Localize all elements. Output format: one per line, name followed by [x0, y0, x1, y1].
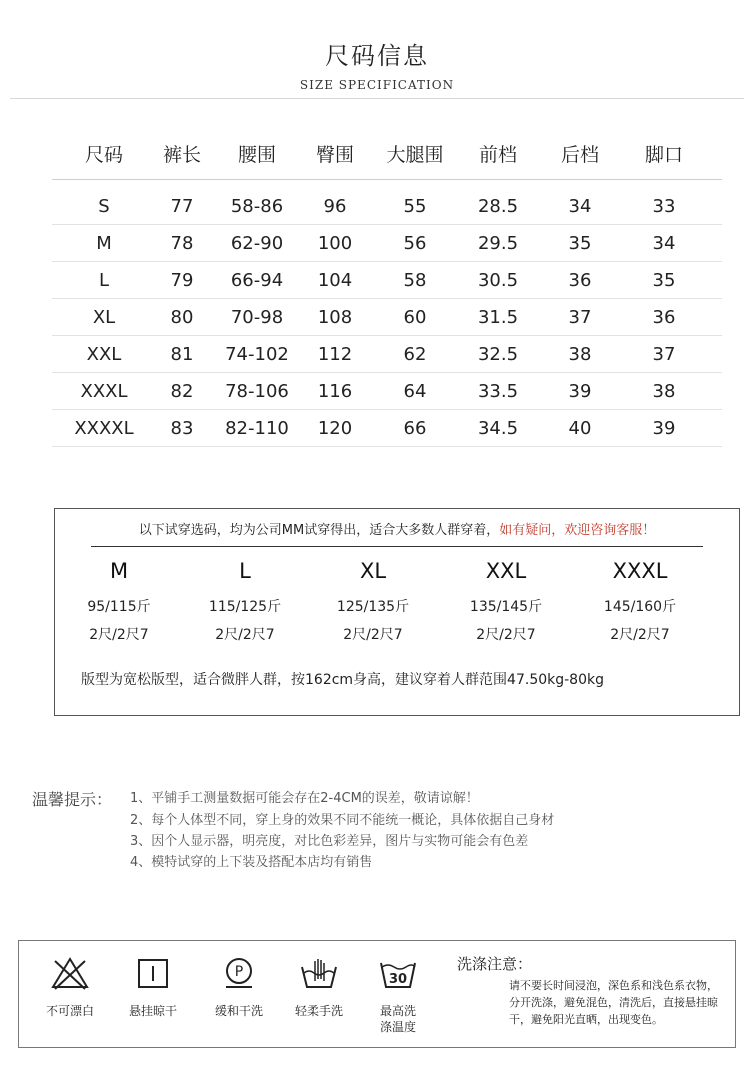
- trial-size-label: XXL: [485, 559, 527, 583]
- table-cell: 112: [317, 344, 353, 365]
- table-cell: 66-94: [230, 270, 284, 291]
- table-row: [52, 410, 722, 447]
- table-header-row: [52, 132, 722, 180]
- table-cell: 58-86: [230, 196, 284, 217]
- table-cell: 108: [317, 307, 353, 328]
- care-label: 最高洗 涤温度: [379, 1004, 416, 1034]
- table-cell: 40: [568, 418, 592, 439]
- trial-note-warning: 如有疑问，欢迎咨询客服！: [499, 523, 656, 538]
- table-cell: 31.5: [477, 307, 519, 328]
- table-cell: 83: [170, 418, 194, 439]
- table-cell: 55: [403, 196, 427, 217]
- table-cell: 37: [652, 344, 676, 365]
- table-cell: 100: [317, 233, 353, 254]
- trial-size-label: XL: [359, 559, 387, 583]
- trial-weight-range: 125/135斤: [336, 599, 410, 615]
- trial-waist-range: 2尺/2尺7: [343, 627, 403, 643]
- table-cell: 35: [568, 233, 592, 254]
- table-row: [52, 225, 722, 262]
- table-cell: 39: [568, 381, 592, 402]
- trial-note-text: 以下试穿选码，均为公司MM试穿得出，适合大多数人群穿着，: [138, 523, 500, 538]
- hang-dry-icon: [133, 955, 173, 991]
- trial-waist-range: 2尺/2尺7: [89, 627, 149, 643]
- table-cell: 120: [317, 418, 353, 439]
- trial-size-column: [175, 555, 315, 649]
- table-cell: XXXXL: [74, 418, 134, 439]
- care-instructions-box: [18, 940, 736, 1048]
- table-cell: XL: [92, 307, 116, 328]
- table-cell: 38: [568, 344, 592, 365]
- table-cell: L: [98, 270, 110, 291]
- trial-weight-range: 95/115斤: [87, 599, 151, 615]
- table-cell: 82: [170, 381, 194, 402]
- table-cell: 37: [568, 307, 592, 328]
- care-item-hang-dry: [117, 955, 189, 1019]
- care-item-no-bleach: [34, 955, 106, 1019]
- table-cell: 116: [317, 381, 353, 402]
- column-header: 尺码: [84, 144, 123, 166]
- svg-text:P: P: [234, 964, 244, 980]
- table-row: [52, 373, 722, 410]
- tip-item: 1、平铺手工测量数据可能会存在2-4CM的误差，敬请谅解！: [130, 791, 479, 806]
- row-divider: [52, 446, 722, 447]
- table-cell: 64: [403, 381, 427, 402]
- table-cell: 82-110: [225, 418, 289, 439]
- table-row: [52, 188, 722, 225]
- column-header: 臀围: [315, 144, 354, 166]
- wash-temp-value: 30: [388, 972, 408, 987]
- table-cell: 77: [170, 196, 194, 217]
- trial-waist-range: 2尺/2尺7: [215, 627, 275, 643]
- table-cell: 38: [652, 381, 676, 402]
- care-label: 悬挂晾干: [128, 1004, 177, 1018]
- table-cell: 81: [170, 344, 194, 365]
- no-bleach-icon: [50, 955, 90, 991]
- table-cell: 36: [568, 270, 592, 291]
- table-cell: XXXL: [80, 381, 128, 402]
- trial-size-label: L: [239, 559, 251, 583]
- title-divider: [10, 98, 744, 99]
- table-cell: 78-106: [225, 381, 289, 402]
- table-cell: 33.5: [477, 381, 519, 402]
- trial-waist-range: 2尺/2尺7: [610, 627, 670, 643]
- table-cell: 79: [170, 270, 194, 291]
- table-cell: 66: [403, 418, 427, 439]
- column-header: 前档: [478, 144, 517, 166]
- care-item-max-temp: [362, 955, 434, 1035]
- table-cell: 58: [403, 270, 427, 291]
- table-cell: 34: [568, 196, 592, 217]
- care-item-gentle-dry-clean: [203, 955, 275, 1019]
- table-cell: 62: [403, 344, 427, 365]
- table-cell: 74-102: [225, 344, 289, 365]
- table-cell: 39: [652, 418, 676, 439]
- column-header: 裤长: [162, 144, 201, 166]
- trial-weight-range: 135/145斤: [469, 599, 543, 615]
- size-table: [52, 132, 722, 447]
- trial-weight-range: 145/160斤: [603, 599, 677, 615]
- table-cell: 70-98: [230, 307, 284, 328]
- table-row: [52, 262, 722, 299]
- table-cell: 28.5: [477, 196, 519, 217]
- trial-weight-range: 115/125斤: [208, 599, 282, 615]
- table-row: [52, 336, 722, 373]
- trial-size-column: [436, 555, 576, 649]
- trial-fit-box: [54, 508, 740, 716]
- tip-item: 2、每个人体型不同，穿上身的效果不同不能统一概论，具体依据自己身材: [130, 813, 555, 828]
- table-cell: 36: [652, 307, 676, 328]
- care-label: 不可漂白: [45, 1004, 94, 1018]
- table-cell: 78: [170, 233, 194, 254]
- table-cell: XXL: [86, 344, 122, 365]
- trial-size-label: M: [109, 559, 129, 583]
- table-cell: 62-90: [230, 233, 284, 254]
- table-cell: M: [96, 233, 112, 254]
- trial-note: [55, 519, 739, 538]
- page-subtitle: SIZE SPECIFICATION: [299, 78, 455, 92]
- table-cell: 29.5: [477, 233, 519, 254]
- column-header: 大腿围: [386, 144, 444, 166]
- trial-waist-range: 2尺/2尺7: [476, 627, 536, 643]
- wash-notice-title: 洗涤注意：: [457, 955, 533, 973]
- trial-size-label: XXXL: [612, 559, 668, 583]
- table-cell: 60: [403, 307, 427, 328]
- table-cell: S: [98, 196, 110, 217]
- tip-item: 3、因个人显示器，明亮度，对比色彩差异，图片与实物可能会有色差: [130, 834, 529, 849]
- page-title: 尺码信息: [325, 42, 429, 70]
- table-cell: 34: [652, 233, 676, 254]
- table-cell: 32.5: [477, 344, 519, 365]
- column-header: 腰围: [237, 144, 276, 166]
- care-label: 轻柔手洗: [294, 1004, 343, 1018]
- table-cell: 80: [170, 307, 194, 328]
- table-cell: 34.5: [477, 418, 519, 439]
- column-header: 后档: [560, 144, 599, 166]
- hand-wash-icon: [299, 955, 339, 991]
- column-header: 脚口: [644, 144, 683, 166]
- row-divider: [52, 179, 722, 180]
- table-cell: 30.5: [477, 270, 519, 291]
- table-cell: 96: [323, 196, 347, 217]
- gentle-dry-clean-icon: [219, 955, 259, 991]
- max-wash-temp-icon: [378, 955, 418, 991]
- table-cell: 35: [652, 270, 676, 291]
- trial-size-column: [303, 555, 443, 649]
- table-cell: 33: [652, 196, 676, 217]
- wash-notice-body: 请不要长时间浸泡，深色系和浅色系衣物，分开洗涤，避免混色，清洗后，直接悬挂晾干，避免阳光直晒，出现变色。: [509, 979, 718, 1026]
- care-label: 缓和干洗: [214, 1004, 263, 1018]
- trial-size-list: [55, 555, 739, 665]
- table-cell: 56: [403, 233, 427, 254]
- care-item-hand-wash: [283, 955, 355, 1019]
- trial-divider: [91, 546, 703, 547]
- tip-item: 4、模特试穿的上下装及搭配本店均有销售: [130, 855, 373, 870]
- trial-size-column: [49, 555, 189, 649]
- table-cell: 104: [317, 270, 353, 291]
- tips-label: 温馨提示：: [32, 790, 113, 809]
- fit-note: 版型为宽松版型，适合微胖人群，按162cm身高，建议穿着人群范围47.50kg-80kg: [81, 672, 604, 688]
- table-row: [52, 299, 722, 336]
- trial-size-column: [570, 555, 710, 649]
